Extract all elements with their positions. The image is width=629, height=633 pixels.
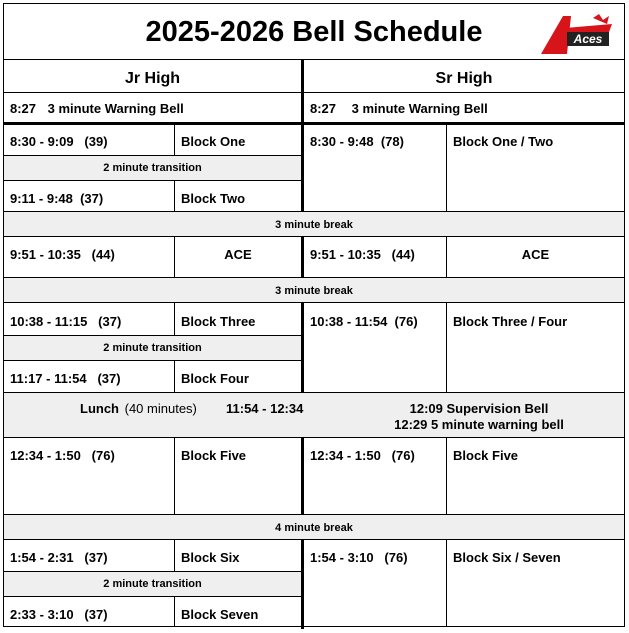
lunch-supervision-bell: 12:09 Supervision Bell bbox=[409, 401, 549, 416]
jr-ace-name: ACE bbox=[224, 247, 252, 262]
jr-block-four-name: Block Four bbox=[181, 371, 249, 386]
sr-block-one-two-name: Block One / Two bbox=[453, 134, 554, 149]
jr-block-five-time: 12:34 - 1:50 (76) bbox=[10, 448, 115, 463]
aces-logo-icon bbox=[537, 12, 617, 56]
lunch-warning-bell: 12:29 5 minute warning bell bbox=[394, 417, 564, 432]
sr-block-six-seven-name: Block Six / Seven bbox=[453, 550, 561, 565]
jr-block-two-time: 9:11 - 9:48 (37) bbox=[10, 191, 104, 206]
jr-block-three-name: Block Three bbox=[181, 314, 256, 329]
break-1: 3 minute break bbox=[275, 219, 353, 231]
aces-logo bbox=[537, 12, 617, 56]
lunch-time: 11:54 - 12:34 bbox=[226, 401, 304, 416]
jr-ace-time: 9:51 - 10:35 (44) bbox=[10, 247, 115, 262]
sr-warning bbox=[310, 101, 488, 116]
sr-block-five-time: 12:34 - 1:50 (76) bbox=[310, 448, 415, 463]
sr-block-six-seven-time: 1:54 - 3:10 (76) bbox=[310, 550, 408, 565]
jr-block-six-time: 1:54 - 2:31 (37) bbox=[10, 550, 108, 565]
jr-block-three-time: 10:38 - 11:15 (37) bbox=[10, 314, 122, 329]
jr-warning bbox=[10, 101, 184, 116]
sr-ace-name: ACE bbox=[521, 247, 550, 262]
jr-warning-text: 3 minute Warning Bell bbox=[47, 101, 184, 116]
page-title: 2025-2026 Bell Schedule bbox=[145, 16, 483, 48]
jr-block-five-name: Block Five bbox=[181, 448, 247, 463]
sr-block-one-two-time: 8:30 - 9:48 (78) bbox=[310, 134, 404, 149]
sr-warning-time: 8:27 bbox=[310, 101, 337, 116]
jr-transition-2: 2 minute transition bbox=[103, 342, 202, 354]
lunch-duration: (40 minutes) bbox=[124, 401, 197, 416]
sr-block-three-four-time: 10:38 - 11:54 (76) bbox=[310, 314, 418, 329]
sr-warning-text: 3 minute Warning Bell bbox=[351, 101, 488, 116]
jr-block-one-name: Block One bbox=[181, 134, 246, 149]
column-header-jr: Jr High bbox=[124, 70, 181, 87]
lunch-label bbox=[80, 401, 197, 416]
jr-block-two-name: Block Two bbox=[181, 191, 246, 206]
lunch-title: Lunch bbox=[80, 401, 119, 416]
sr-ace-time: 9:51 - 10:35 (44) bbox=[310, 247, 415, 262]
column-header-sr: Sr High bbox=[435, 70, 493, 87]
sr-block-five-name: Block Five bbox=[453, 448, 519, 463]
jr-block-four-time: 11:17 - 11:54 (37) bbox=[10, 371, 121, 386]
break-3: 4 minute break bbox=[275, 522, 353, 534]
jr-block-seven-time: 2:33 - 3:10 (37) bbox=[10, 607, 108, 622]
jr-warning-time: 8:27 bbox=[10, 101, 37, 116]
logo-text: Aces bbox=[573, 32, 603, 46]
bell-schedule bbox=[3, 3, 625, 627]
jr-transition-1: 2 minute transition bbox=[103, 162, 202, 174]
jr-transition-3: 2 minute transition bbox=[103, 578, 202, 590]
sr-block-three-four-name: Block Three / Four bbox=[453, 314, 568, 329]
jr-block-six-name: Block Six bbox=[181, 550, 240, 565]
jr-block-seven-name: Block Seven bbox=[181, 607, 259, 622]
jr-block-one-time: 8:30 - 9:09 (39) bbox=[10, 134, 108, 149]
break-2: 3 minute break bbox=[275, 285, 353, 297]
